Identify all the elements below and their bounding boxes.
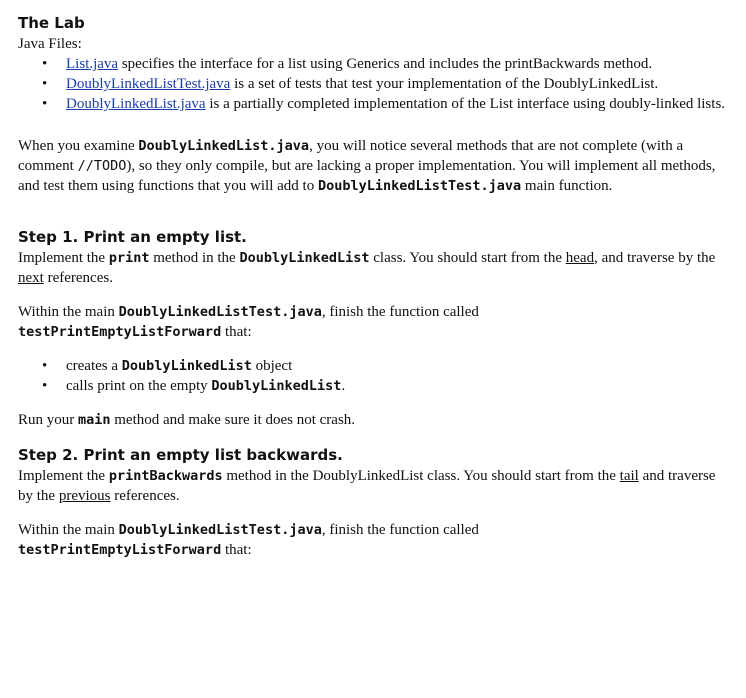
code-doublylinkedlisttest-java: DoublyLinkedListTest.java [317, 178, 522, 194]
code-todo-comment: //TODO [77, 158, 127, 174]
code-doublylinkedlist: DoublyLinkedList [239, 250, 370, 266]
code-doublylinkedlist: DoublyLinkedList [121, 358, 252, 374]
underlined-tail: tail [619, 468, 639, 484]
code-testprintemptylistforward: testPrintEmptyListForward [18, 542, 222, 558]
file-link-doublylinkedlisttest-java[interactable]: DoublyLinkedListTest.java [66, 76, 231, 92]
step1-heading: Step 1. Print an empty list. [18, 228, 247, 246]
code-doublylinkedlist: DoublyLinkedList [211, 378, 342, 394]
list-item [66, 94, 728, 114]
code-doublylinkedlist-java: DoublyLinkedList.java [138, 138, 310, 154]
file-link-doublylinkedlist-java[interactable]: DoublyLinkedList.java [66, 96, 206, 112]
step2-heading: Step 2. Print an empty list backwards. [18, 446, 343, 464]
underlined-head: head [565, 250, 595, 266]
code-print: print [108, 250, 150, 266]
step1-implement-paragraph: Implement the print method in the DoublyLinkedList class. You should start from the head, and traverse by the next references. [18, 250, 716, 286]
file-link-list-java[interactable]: List.java [66, 56, 119, 72]
step2-implement-paragraph: Implement the printBackwards method in the DoublyLinkedList class. You should start from the tail and traverse by the previous references. [18, 468, 716, 504]
step2-within-paragraph: Within the main DoublyLinkedListTest.java, finish the function called testPrintEmptyListForward that: [18, 522, 479, 558]
underlined-next: next [18, 270, 44, 286]
code-main: main [78, 412, 111, 428]
step1-bullets [18, 356, 728, 396]
list-item [66, 54, 728, 74]
code-doublylinkedlisttest-java: DoublyLinkedListTest.java [118, 304, 322, 320]
lab-title: The Lab [18, 14, 85, 32]
intro-paragraph: When you examine DoublyLinkedList.java, you will notice several methods that are not complete (with a comment //TODO), so they only compile, but are lacking a proper implementation. You will implement all methods, and test them using functions that you will add to DoublyLinkedListTest.java main function. [18, 138, 716, 194]
file-description: is a partially completed implementation of the List interface using doubly-linked lists. [205, 96, 726, 112]
list-item: • calls print on the empty DoublyLinkedList. [66, 376, 728, 396]
file-description: specifies the interface for a list using Generics and includes the printBackwards method. [118, 56, 653, 72]
code-printbackwards: printBackwards [108, 468, 223, 484]
step1-within-paragraph: Within the main DoublyLinkedListTest.java, finish the function called testPrintEmptyListForward that: [18, 304, 479, 340]
file-description: is a set of tests that test your implementation of the DoublyLinkedList. [230, 76, 659, 92]
underlined-previous: previous [58, 488, 111, 504]
list-item [66, 74, 728, 94]
java-files-list [18, 54, 728, 114]
code-testprintemptylistforward: testPrintEmptyListForward [18, 324, 222, 340]
code-doublylinkedlisttest-java: DoublyLinkedListTest.java [118, 522, 322, 538]
java-files-label: Java Files: [18, 36, 82, 52]
step1-run-paragraph: Run your main method and make sure it does not crash. [18, 412, 356, 428]
list-item: • creates a DoublyLinkedList object [66, 356, 728, 376]
